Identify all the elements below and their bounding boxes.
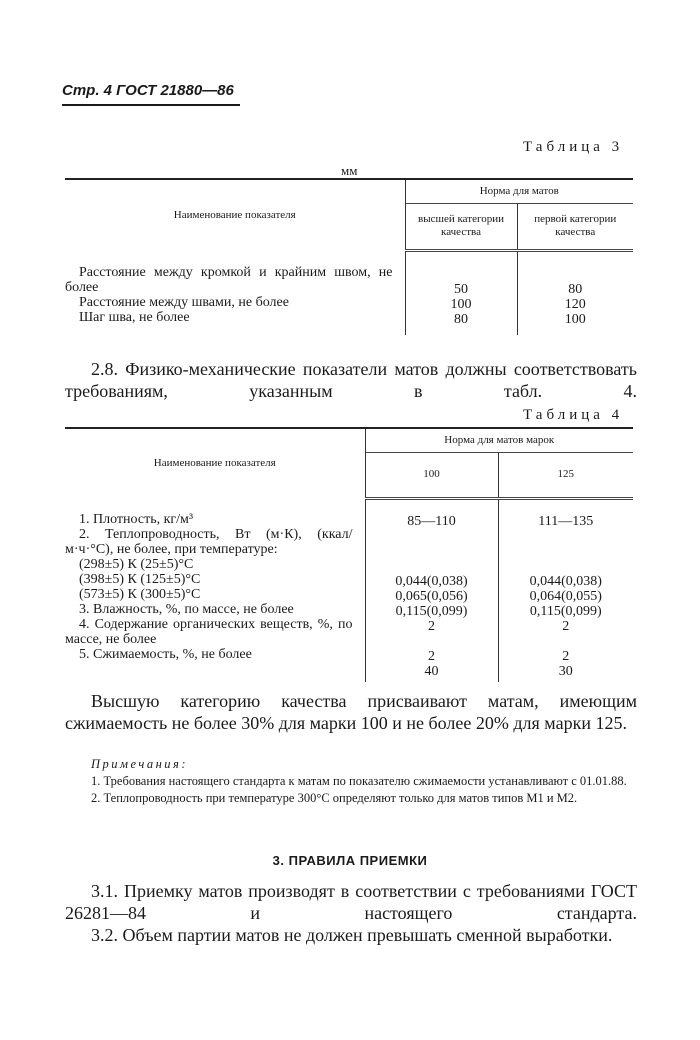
- table4-row-name: 5. Сжимаемость, %, не более: [79, 647, 252, 662]
- table4-cell: 0,115(0,099): [395, 603, 468, 619]
- table3-cell: 80: [454, 311, 468, 327]
- table3-col1-values: [405, 250, 517, 335]
- table4-cell: 0,044(0,038): [395, 573, 468, 589]
- table3-cell: 80: [568, 281, 583, 297]
- section-3-title: 3. ПРАВИЛА ПРИЕМКИ: [272, 853, 428, 868]
- table4-cell: 2: [428, 648, 435, 664]
- table3-col2-values: [517, 250, 633, 335]
- table4-cell: 111—135: [538, 513, 594, 529]
- table3-col-group: Норма для матов: [405, 179, 633, 203]
- table4-cell: 0,044(0,038): [529, 573, 602, 589]
- table4-row-name: 1. Плотность, кг/м³: [79, 512, 194, 527]
- table4-cell: 85—110: [407, 513, 456, 529]
- table4-row-name: (573±5) К (300±5)°С: [79, 587, 201, 602]
- table4-row-name: 3. Влажность, %, по массе, не более: [79, 602, 294, 617]
- note-item: 2. Теплопроводность при температуре 300°С определяют только для матов типов М1 и М2.: [91, 791, 578, 805]
- table4-row-name: (298±5) К (25±5)°С: [79, 557, 194, 572]
- table4-col-1: 100: [365, 452, 498, 498]
- table4-cell: 30: [558, 663, 573, 679]
- table3-cell: 100: [564, 311, 586, 327]
- table4-cell: 0,115(0,099): [529, 603, 602, 619]
- table4: [65, 427, 633, 682]
- table4-cell: 2: [428, 618, 435, 634]
- table3-row-name: Шаг шва, не более: [79, 310, 190, 325]
- paragraph-3-2: 3.2. Объем партии матов не должен превышать сменной выработки.: [91, 925, 613, 945]
- table4-cell: 40: [424, 663, 439, 679]
- table3-col-1: высшей категории качества: [405, 203, 517, 250]
- table3-row-name: Расстояние между кромкой и крайним швом, не более: [65, 265, 393, 295]
- notes-title: Примечания:: [91, 757, 189, 771]
- table4-row-name: 4. Содержание органических веществ, %, по массе, не более: [65, 617, 353, 647]
- table4-row-name: 2. Теплопроводность, Вт (м·К), (ккал/м·ч·°С), не более, при температуре:: [65, 527, 353, 557]
- note-item: 1. Требования настоящего стандарта к матам по показателю сжимаемости устанавливают с 01.01.88.: [91, 774, 627, 788]
- table4-col-2: 125: [498, 452, 633, 498]
- table3-cell: 50: [454, 281, 468, 297]
- table3-names: [65, 250, 405, 335]
- table4-row-name: (398±5) К (125±5)°С: [79, 572, 201, 587]
- table4-col2-values: [498, 498, 633, 682]
- table4-col-name: Наименование показателя: [153, 457, 276, 469]
- paragraph-quality: Высшую категорию качества присваивают матам, имеющим сжимаемость не более 30% для марки 100 и не более 20% для марки 125.: [65, 691, 637, 733]
- table4-names: [65, 498, 365, 682]
- table4-cell: 2: [562, 648, 570, 664]
- table4-cell: 2: [562, 618, 570, 634]
- paragraph-3-1: 3.1. Приемку матов производят в соответствии с требованиями ГОСТ 26281—84 и настоящего стандарта.: [65, 881, 637, 923]
- table3-cell: 100: [450, 296, 472, 312]
- paragraph-2-8: 2.8. Физико-механические показатели матов должны соответствовать требованиям, указанным в табл. 4.: [65, 359, 637, 401]
- table3-unit: мм: [341, 163, 358, 178]
- page-header: Стр. 4 ГОСТ 21880—86: [62, 82, 234, 99]
- table3-col-2: первой категории качества: [517, 203, 633, 250]
- table3-row-name: Расстояние между швами, не более: [79, 295, 289, 310]
- table4-caption: Таблица 4: [523, 407, 624, 423]
- table4-col1-values: [365, 498, 498, 682]
- table4-cell: 0,065(0,056): [395, 588, 468, 604]
- header-underline: [62, 104, 240, 106]
- table4-cell: 0,064(0,055): [529, 588, 602, 604]
- notes: [65, 756, 637, 807]
- table3-cell: 120: [564, 296, 586, 312]
- table3-caption: Таблица 3: [523, 139, 624, 155]
- table3-col-name: Наименование показателя: [173, 208, 296, 221]
- table3: [65, 178, 633, 335]
- table4-col-group: Норма для матов марок: [365, 428, 633, 452]
